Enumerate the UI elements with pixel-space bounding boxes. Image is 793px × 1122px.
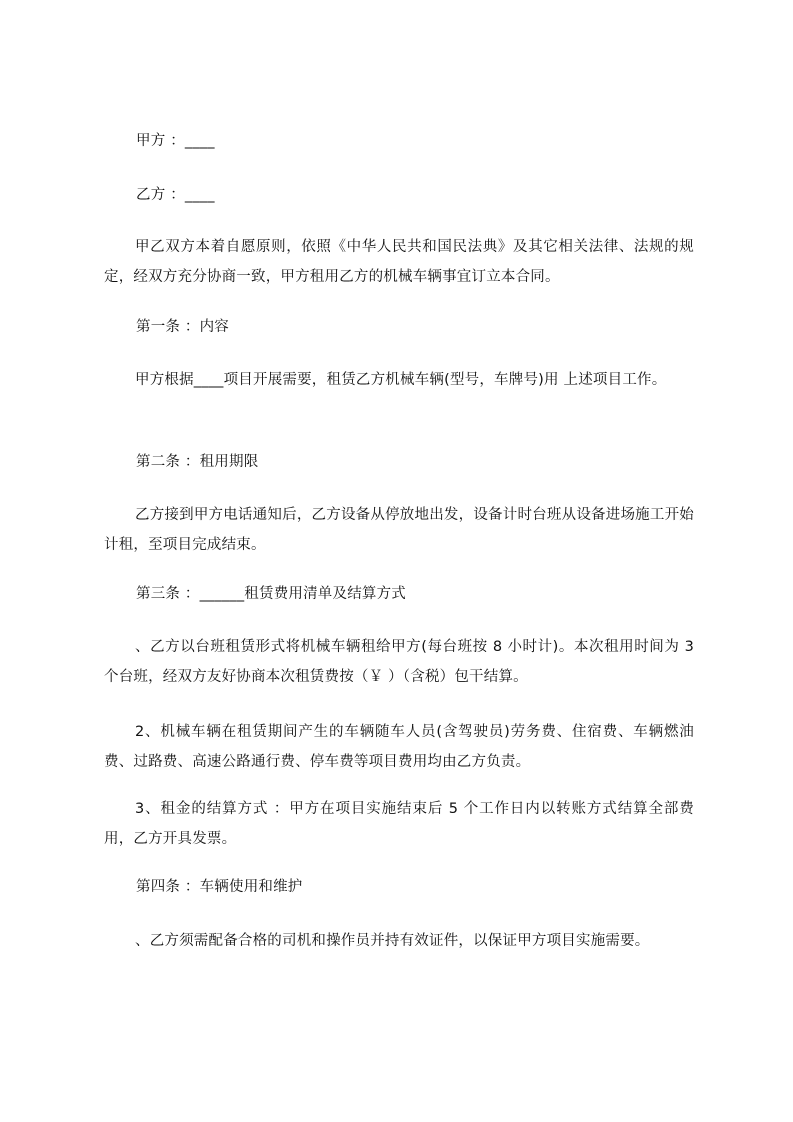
article-2-body: 乙方接到甲方电话通知后，乙方设备从停放地出发，设备计时台班从设备进场施工开始计租，至项目完成结束。	[104, 507, 694, 553]
article-4-item-1: 、乙方须需配备合格的司机和操作员并持有效证件，以保证甲方项目实施需要。	[135, 933, 650, 949]
article-3-item-3: 3、租金的结算方式 ：甲方在项目实施结束后 5 个工作日内以转账方式结算全部费用，乙方开具发票。	[104, 801, 694, 847]
article-2-heading: 第二条 ：租用期限	[136, 454, 259, 470]
article-1-heading: 第一条 ：内容	[136, 319, 230, 335]
preamble-paragraph: 甲乙双方本着自愿原则，依照《中华人民共和国民法典》及其它相关法律、法规的规定，经双方充分协商一致，甲方租用乙方的机械车辆事宜订立本合同。	[104, 239, 694, 285]
party-a-line: 甲方 ：____	[136, 133, 215, 149]
party-b-line: 乙方 ：____	[136, 187, 215, 203]
article-3-item-2: 2、机械车辆在租赁期间产生的车辆随车人员(含驾驶员)劳务费、住宿费、车辆燃油费、过路费、高速公路通行费、停车费等项目费用均由乙方负责。	[104, 724, 694, 770]
article-1-body: 甲方根据____项目开展需要，租赁乙方机械车辆(型号，车牌号)用 上述项目工作。	[135, 372, 667, 388]
article-4-heading: 第四条 ：车辆使用和维护	[136, 879, 303, 895]
article-3-item-1: 、乙方以台班租赁形式将机械车辆租给甲方(每台班按 8 小时计)。本次租用时间为 3 个台班，经双方友好协商本次租赁费按（￥ ）（含税）包干结算。	[104, 639, 694, 685]
article-3-heading: 第三条 ：______租赁费用清单及结算方式	[136, 586, 407, 602]
